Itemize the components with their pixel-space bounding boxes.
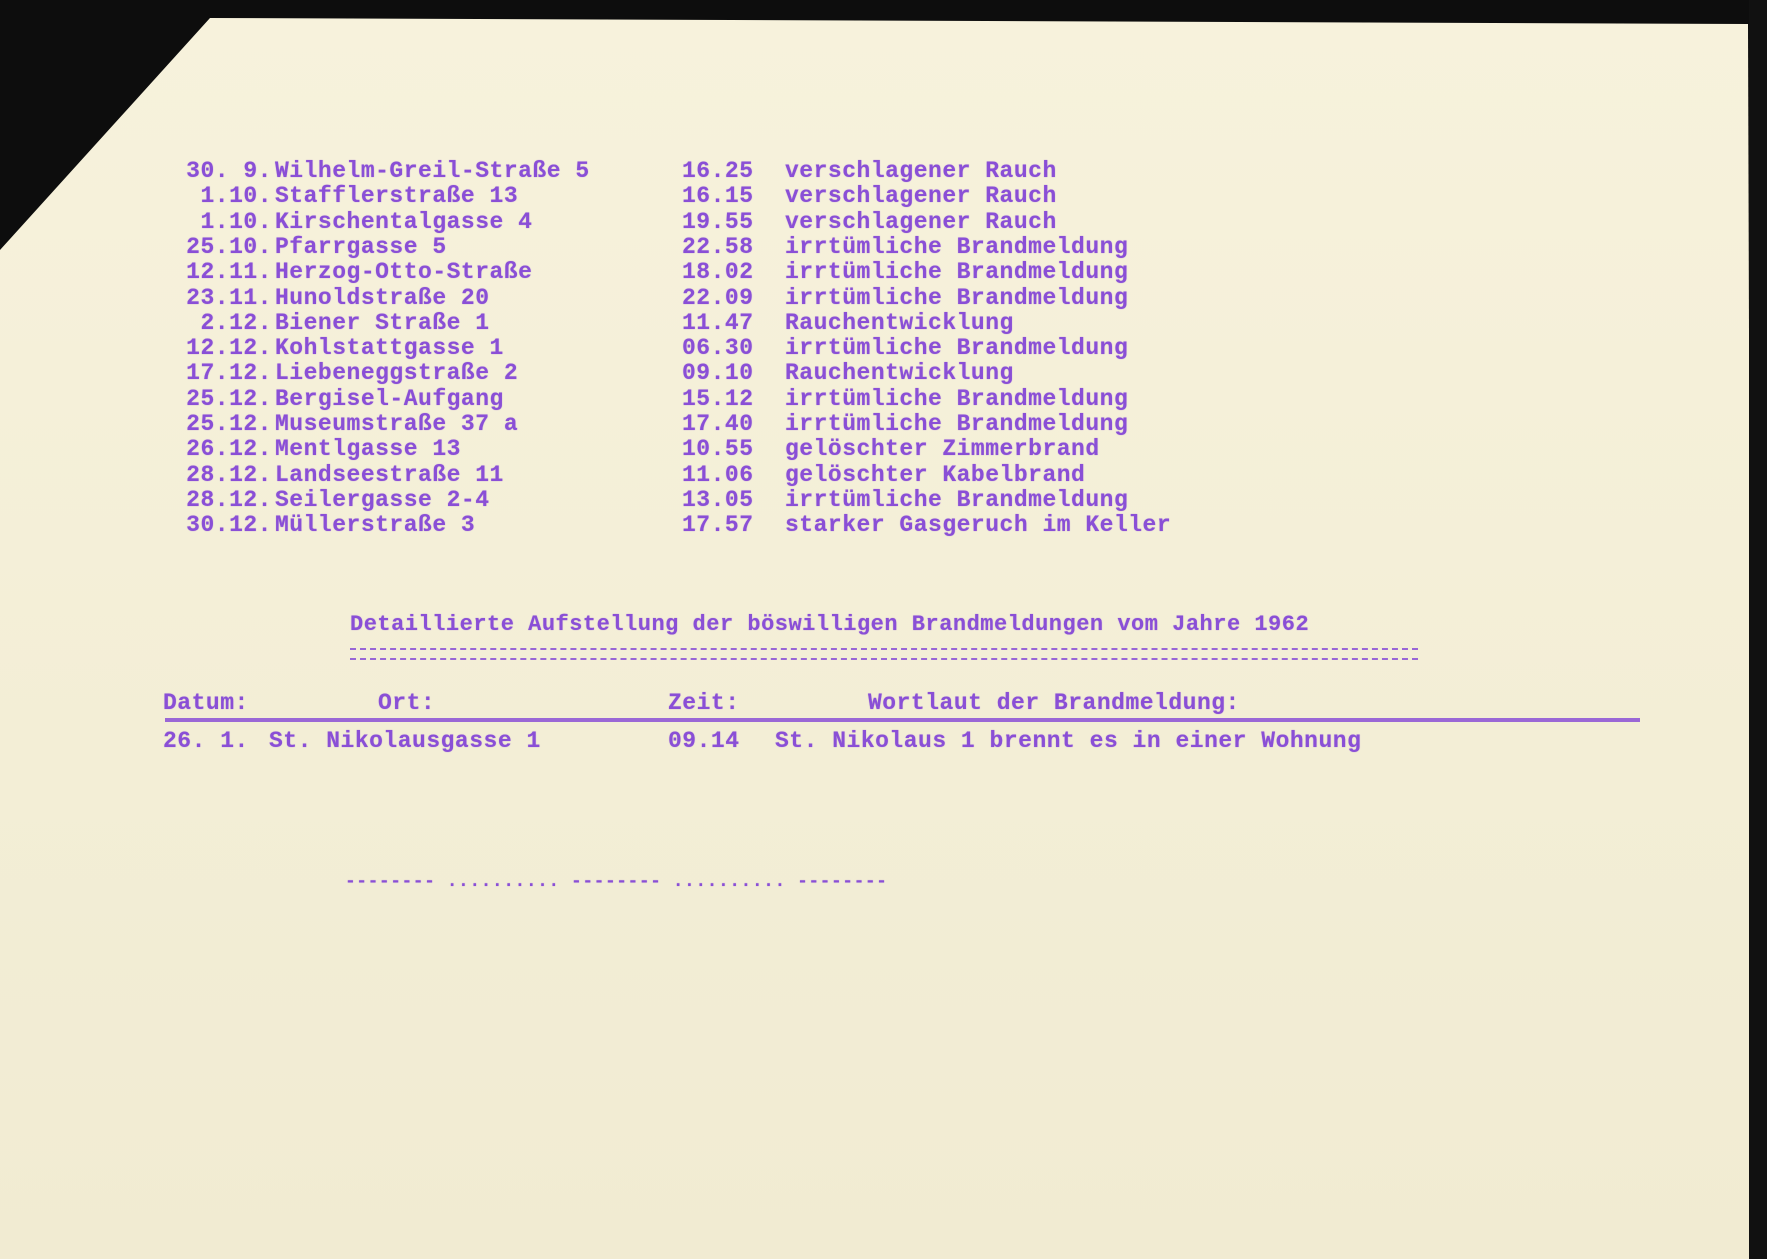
- incident-description: starker Gasgeruch im Keller: [785, 512, 1172, 539]
- incident-date: 1.10.: [200, 183, 272, 210]
- incident-description: verschlagener Rauch: [785, 158, 1057, 184]
- incident-time: 17.40: [682, 411, 754, 437]
- incident-place: Kirschentalgasse 4: [275, 208, 533, 235]
- incident-date: 1.10.: [200, 208, 272, 235]
- header-underline: [165, 718, 1640, 722]
- malicious-time: 09.14: [668, 728, 740, 754]
- incident-place: Landseestraße 11: [275, 461, 504, 488]
- incident-time: 18.02: [682, 259, 754, 286]
- incident-place: Bergisel-Aufgang: [275, 385, 504, 412]
- incident-description: irrtümliche Brandmeldung: [785, 486, 1129, 513]
- incident-time: 06.30: [682, 335, 754, 362]
- incident-description: irrtümliche Brandmeldung: [785, 233, 1129, 260]
- incident-place: Kohlstattgasse 1: [275, 335, 504, 362]
- incident-time: 22.09: [682, 284, 754, 311]
- incident-description: verschlagener Rauch: [785, 208, 1057, 235]
- header-place: Ort:: [378, 690, 436, 716]
- incident-date: 30. 9.: [186, 158, 272, 184]
- section-title: Detaillierte Aufstellung der böswilligen Brandmeldungen vom Jahre 1962: [350, 612, 1310, 637]
- malicious-text: St. Nikolaus 1 brennt es in einer Wohnung: [775, 728, 1362, 754]
- incident-date: 28.12.: [186, 461, 272, 488]
- incident-time: 19.55: [682, 208, 754, 235]
- incident-description: irrtümliche Brandmeldung: [785, 385, 1129, 412]
- malicious-date: 26. 1.: [163, 728, 249, 754]
- incident-description: irrtümliche Brandmeldung: [785, 284, 1129, 311]
- incident-description: gelöschter Kabelbrand: [785, 461, 1086, 488]
- incident-description: irrtümliche Brandmeldung: [785, 335, 1129, 362]
- incident-date: 12.12.: [186, 335, 272, 362]
- incident-place: Müllerstraße 3: [275, 512, 476, 539]
- incident-place: Liebeneggstraße 2: [275, 360, 519, 387]
- incident-time: 11.06: [682, 461, 754, 488]
- incident-date: 25.10.: [186, 233, 272, 260]
- incident-description: irrtümliche Brandmeldung: [785, 411, 1129, 437]
- incident-date: 30.12.: [186, 512, 272, 539]
- incident-time: 09.10: [682, 360, 754, 387]
- incident-time: 16.15: [682, 183, 754, 210]
- incident-time: 10.55: [682, 436, 754, 463]
- header-time: Zeit:: [668, 690, 740, 716]
- incident-date: 25.12.: [186, 385, 272, 412]
- malicious-place: St. Nikolausgasse 1: [269, 728, 541, 754]
- scan-edge: [1749, 0, 1767, 1259]
- header-text: Wortlaut der Brandmeldung:: [868, 690, 1240, 716]
- incident-date: 2.12.: [200, 309, 272, 336]
- incident-description: Rauchentwicklung: [785, 360, 1014, 387]
- incident-date: 12.11.: [186, 259, 272, 286]
- incident-place: Hunoldstraße 20: [275, 284, 490, 311]
- header-date: Datum:: [163, 690, 249, 716]
- incident-description: Rauchentwicklung: [785, 309, 1014, 336]
- incident-time: 22.58: [682, 233, 754, 260]
- incident-place: Mentlgasse 13: [275, 436, 461, 463]
- incident-time: 16.25: [682, 158, 754, 184]
- incident-date: 28.12.: [186, 486, 272, 513]
- incident-time: 15.12: [682, 385, 754, 412]
- incident-date: 25.12.: [186, 411, 272, 437]
- closing-separator: -------- .......... -------- .......... --------: [345, 872, 888, 892]
- incident-description: verschlagener Rauch: [785, 183, 1057, 210]
- incident-date: 26.12.: [186, 436, 272, 463]
- incident-place: Pfarrgasse 5: [275, 233, 447, 260]
- incident-place: Wilhelm-Greil-Straße 5: [275, 158, 590, 184]
- incident-date: 23.11.: [186, 284, 272, 311]
- incident-place: Museumstraße 37 a: [275, 411, 519, 437]
- incident-place: Stafflerstraße 13: [275, 183, 519, 210]
- incident-time: 17.57: [682, 512, 754, 539]
- incident-description: gelöschter Zimmerbrand: [785, 436, 1100, 463]
- incident-time: 13.05: [682, 486, 754, 513]
- incident-time: 11.47: [682, 309, 754, 336]
- incident-place: Biener Straße 1: [275, 309, 490, 336]
- incident-date: 17.12.: [186, 360, 272, 387]
- incident-description: irrtümliche Brandmeldung: [785, 259, 1129, 286]
- incident-place: Herzog-Otto-Straße: [275, 259, 533, 286]
- title-double-underline: [350, 648, 1418, 660]
- incident-place: Seilergasse 2-4: [275, 486, 490, 513]
